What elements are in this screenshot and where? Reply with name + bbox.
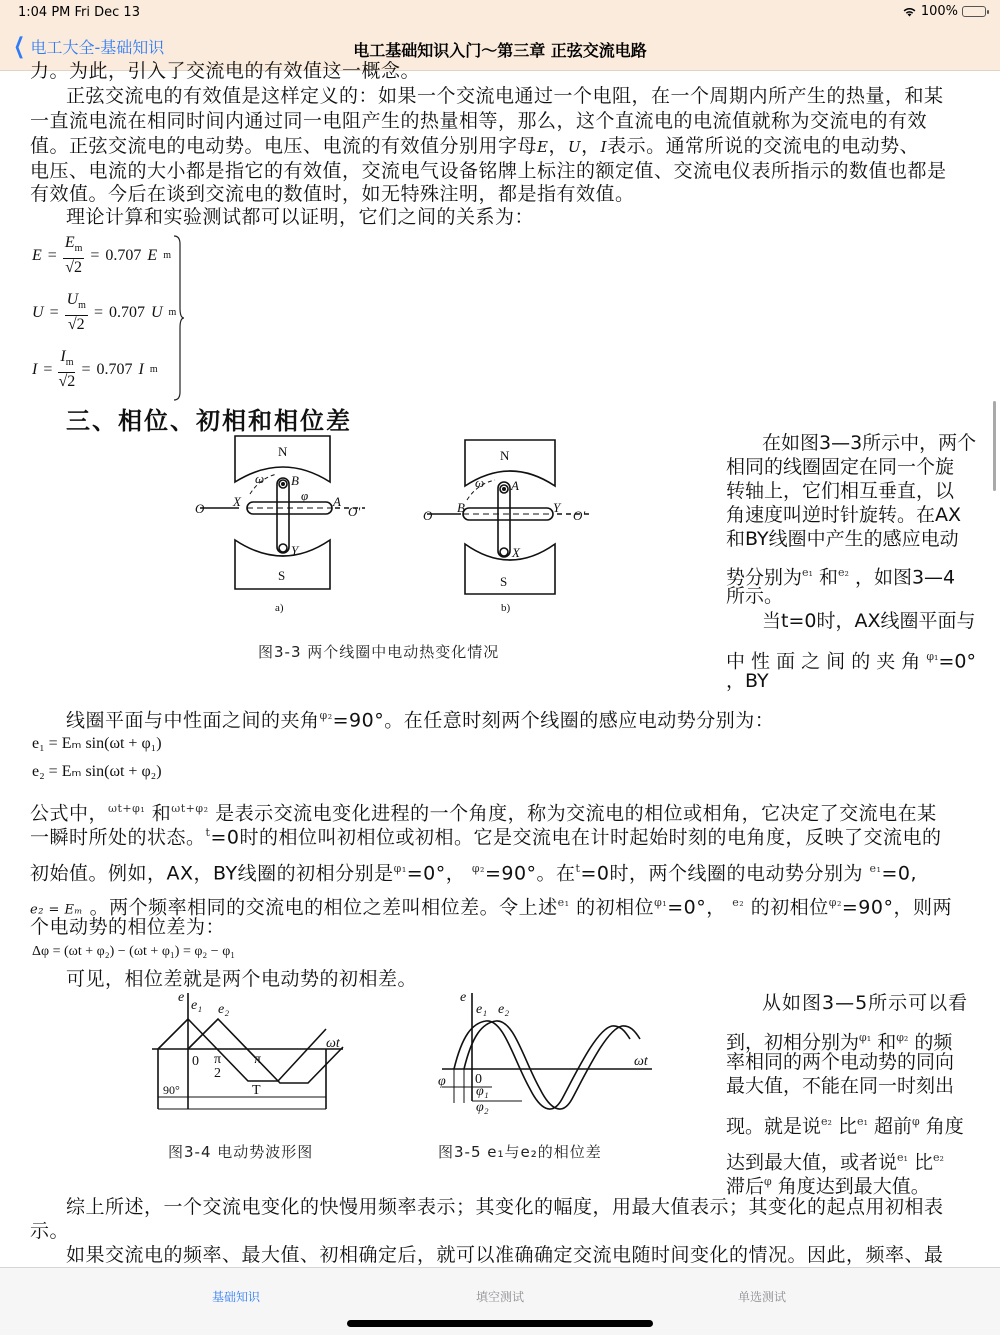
label-n-b: N [500, 448, 510, 463]
label-b-b: B [457, 500, 465, 515]
label-phi-a: φ [301, 488, 309, 503]
equation-delta-phi: Δφ = (ωt + φ₂) − (ωt + φ₁) = φ₂ − φ₁ [32, 944, 236, 959]
label-a-b: A [511, 478, 519, 493]
p1-line3-text: 值。正弦交流电的电动势。电压、电流的有效值分别用字母 [30, 135, 538, 157]
label-e1: e₁ [476, 1002, 488, 1017]
p5-line2: 个电动势的相位差为： [30, 916, 226, 938]
label-x-b: X [512, 545, 520, 560]
side2-line5 [726, 1110, 988, 1138]
scrollbar[interactable] [993, 401, 996, 491]
label-90deg: 90° [163, 1083, 180, 1097]
label-sub-a: a) [275, 602, 284, 614]
p4-line3 [30, 857, 990, 885]
label-y-a: Y [291, 543, 299, 558]
status-time: 1:04 PM Fri Dec 13 [18, 5, 140, 20]
sym-phi2: φ₂ [896, 1031, 909, 1044]
side2-text-j: 滞后 [726, 1175, 765, 1198]
p5-text-d: 的初相位 [750, 896, 829, 919]
label-o-a: O [195, 501, 205, 516]
formula-fraction: $\frac{U_m}{√2}$ [66, 291, 86, 334]
sym-phi2: φ₂ [319, 709, 333, 722]
label-e: e [460, 990, 467, 1005]
p4-text-i: =0时，两个线圈的电动势分别为 [580, 862, 863, 885]
article-scroll-view[interactable] [0, 60, 1000, 1267]
label-s-a: S [278, 568, 286, 583]
formula-lhs: E [32, 246, 42, 264]
side1-line4: 角速度叫逆时针旋转。在AX [726, 504, 962, 526]
sym-phi1: φ₁ [654, 896, 668, 909]
label-o-b: O [423, 508, 433, 523]
figure-3-4-waveform [148, 989, 348, 1111]
tab-fill-blank-test[interactable]: 填空测试 [475, 1290, 524, 1304]
p4-text-f: 初始值。例如，AX，BY线圈的初相分别是 [30, 862, 394, 885]
label-wt: ωt [326, 1036, 340, 1051]
side2-text-a: 到，初相分别为 [726, 1031, 860, 1054]
label-zero: 0 [192, 1054, 199, 1069]
p7-line1: 综上所述，一个交流电变化的快慢用频率表示；其变化的幅度，用最大值表示；其变化的起点用初相表 [66, 1196, 944, 1218]
page-title: 电工基础知识入门～第三章 正弦交流电路 [353, 41, 647, 60]
side1-text-e: =0° [938, 650, 976, 673]
formula-lhs: U [32, 303, 44, 321]
p7-line2: 示。 [30, 1220, 70, 1242]
magnet-n-a [235, 436, 330, 482]
figure-3-5-waveform [432, 991, 657, 1116]
p4-text-a: 公式中， [30, 802, 109, 825]
status-right [902, 4, 986, 19]
label-e2: e₂ [498, 1002, 510, 1017]
sym-e1: e₁ [557, 896, 570, 909]
p4-text-d: 一瞬时所处的状态。 [30, 826, 206, 849]
side1-line10: ，BY [726, 670, 769, 692]
formula-fraction: $\frac{I_m}{√2}$ [58, 348, 76, 391]
p8-line1: 如果交流电的频率、最大值、初相确定后，就可以准确确定交流电随时间变化的情况。因此，频率、最 [66, 1244, 944, 1266]
p1-line3: 值。正弦交流电的电动势。电压、电流的有效值分别用字母E，U，I表示。通常所说的交流电的电动势、 [30, 135, 920, 157]
p2: 理论计算和实验测试都可以证明，它们之间的关系为： [66, 206, 535, 228]
cut-top-line: 力。为此，引入了交流电的有效值这一概念。 [30, 60, 421, 82]
sym-e1: e₁ [802, 566, 813, 579]
p1-line2: 一直流电流在相同时间内通过同一电阻产生的热量相等，那么，这个直流电的电流值就称为交流电的有效 [30, 110, 928, 132]
label-e1: e₁ [191, 998, 203, 1013]
label-pi: π [254, 1052, 262, 1067]
label-phi: φ [438, 1074, 446, 1089]
side2-line4: 最大值，不能在同一时刻出 [726, 1075, 955, 1097]
letter-e: E [537, 138, 549, 156]
sym-phi: φ [911, 1115, 920, 1128]
chevron-left-icon: ❮ [13, 33, 25, 59]
p4-text-h: =90°。在 [484, 862, 576, 885]
side1-line7: 所示。 [726, 585, 784, 607]
p6: 可见，相位差就是两个电动势的初相差。 [66, 968, 418, 990]
side2-text-h: 达到最大值，或者说 [726, 1151, 898, 1174]
wifi-icon [902, 6, 917, 17]
p1-line4: 电压、电流的大小都是指它的有效值，交流电气设备铭牌上标注的额定值、交流电仪表所指示的数值也都是 [30, 160, 947, 182]
equation-e1: e₁ = Eₘ sin(ωt + φ₁) [32, 735, 162, 752]
figure-3-5-caption-a: 图3-5 [438, 1143, 488, 1161]
side2-text-g: 角度 [925, 1115, 964, 1138]
sym-t: t [575, 862, 581, 875]
label-e: e [178, 990, 185, 1005]
label-wt: ωt [634, 1054, 648, 1069]
p4-text-c: 是表示交流电变化进程的一个角度，称为交流电的相位或相角，它决定了交流电在某 [215, 802, 937, 825]
label-pi-half-bot: 2 [214, 1066, 221, 1081]
sym-e2: e₂ [821, 1115, 832, 1128]
p3 [30, 704, 990, 732]
label-T: T [252, 1083, 261, 1098]
label-phi2: φ₂ [476, 1100, 489, 1115]
status-bar [0, 0, 1000, 26]
battery-percent: 100% [920, 4, 958, 19]
letter-i: I [600, 138, 608, 156]
side1-line1: 在如图3—3所示中，两个 [762, 432, 977, 454]
p4-text-j: =0, [881, 862, 918, 885]
sym-phi2: φ₂ [828, 896, 842, 909]
figure-3-5-caption-b: e₁与e₂的相位差 [487, 1143, 602, 1161]
sym-e1: e₁ [897, 1151, 908, 1164]
sym-e1: e₁ [857, 1115, 868, 1128]
section-heading: 三、相位、初相和相位差 [66, 407, 352, 435]
label-omega-a: ω [255, 471, 265, 486]
side2-text-b: 和 [877, 1031, 897, 1054]
p1-line1: 正弦交流电的有效值是这样定义的：如果一个交流电通过一个电阻，在一个周期内所产生的热量，和某 [66, 85, 944, 107]
formula-u: U = $\frac{U_m}{√2}$ = 0.707 U m [32, 291, 177, 334]
side1-line5: 和BY线圈中产生的感应电动 [726, 528, 959, 550]
equation-e2: e₂ = Eₘ sin(ωt + φ₂) [32, 763, 162, 780]
sym-wtp1: ωt+φ₁ [108, 802, 146, 815]
battery-icon [962, 6, 986, 17]
label-zero: 0 [475, 1072, 482, 1087]
formula-i: I = $\frac{I_m}{√2}$ = 0.707 I m [32, 348, 158, 391]
sym-e2: e₂ [933, 1151, 944, 1164]
sym-t: t [205, 826, 211, 839]
label-e2: e₂ [218, 1002, 230, 1017]
p5-text-a: 。两个频率相同的交流电的相位之差叫相位差。令上述 [89, 896, 558, 919]
side1-line8: 当t=0时，AX线圈平面与 [762, 610, 976, 632]
p5-text-c: =0°， [667, 896, 726, 919]
tab-single-choice-test[interactable]: 单选测试 [737, 1290, 786, 1304]
side2-text-f: 超前 [873, 1115, 912, 1138]
label-o2-a: O' [348, 504, 361, 519]
sym-e2-em: e₂ = Eₘ [30, 902, 84, 918]
back-label: 电工大全-基础知识 [30, 38, 165, 57]
side1-line3: 转轴上，它们相互垂直，以 [726, 480, 955, 502]
sym-phi1: φ₁ [926, 650, 939, 663]
label-phi1: φ₁ [476, 1084, 489, 1099]
label-o2-b: O' [573, 508, 586, 523]
home-indicator[interactable] [347, 1320, 653, 1327]
label-sub-b: b) [501, 602, 511, 614]
figure-3-3-caption: 图3-3 两个线圈中电动热变化情况 [258, 643, 500, 661]
p1-line3-end: 表示。通常所说的交流电的电动势、 [607, 135, 920, 157]
p5-text-e: =90°，则两 [841, 896, 952, 919]
side1-text-a: 势分别为 [726, 566, 803, 589]
sym-phi2: φ₂ [471, 862, 485, 875]
figure-3-3-diagram [195, 434, 605, 614]
label-b-a: B [291, 473, 299, 488]
sym-e1: e₁ [869, 862, 882, 875]
label-x-a: X [233, 494, 241, 509]
side2-text-e: 比 [837, 1115, 857, 1138]
p1-line5: 有效值。今后在谈到交流电的数值时，如无特殊注明，都是指有效值。 [30, 183, 635, 205]
sym-wtp2: ωt+φ₂ [171, 802, 209, 815]
side1-text-d: 中 性 面 之 间 的 夹 角 [726, 650, 921, 673]
label-a-a: A [333, 494, 341, 509]
label-s-b: S [500, 574, 508, 589]
p3-text-a: 线圈平面与中性面之间的夹角 [66, 709, 320, 732]
side2-line3: 率相同的两个电动势的同向 [726, 1051, 955, 1073]
label-omega-b: ω [475, 475, 485, 490]
p4-text-g: =0°， [406, 862, 466, 885]
tab-basics[interactable]: 基础知识 [211, 1290, 260, 1304]
right-brace-icon [172, 234, 186, 402]
formula-e: E = $\frac{E_m}{√2}$ = 0.707 E m [32, 234, 171, 277]
back-button[interactable] [10, 35, 164, 58]
sym-phi1: φ₁ [859, 1031, 872, 1044]
sym-phi1: φ₁ [393, 862, 407, 875]
p4-line2 [30, 821, 990, 849]
p5-text-b: 的初相位 [576, 896, 655, 919]
side1-line2: 相同的线圈固定在同一个旋 [726, 456, 955, 478]
label-y-b: Y [553, 500, 561, 515]
formula-lhs: I [32, 360, 38, 378]
side1-text-c: ，如图3—4 [854, 566, 956, 589]
p4-text-b: 和 [151, 802, 172, 825]
label-pi-half-top: π [214, 1052, 222, 1067]
figure-3-4-caption: 图3-4 电动势波形图 [168, 1143, 314, 1161]
p4-text-e: =0时的相位叫初相位或初相。它是交流电在计时起始时刻的电角度，反映了交流电的 [210, 826, 942, 849]
sym-phi: φ [764, 1175, 772, 1188]
letter-u: U [567, 138, 582, 156]
side2-line1: 从如图3—5所示可以看 [762, 992, 969, 1014]
formula-fraction: $\frac{E_m}{√2}$ [64, 234, 83, 277]
side2-text-d: 现。就是说 [726, 1115, 822, 1138]
figure-3-5-caption [438, 1141, 602, 1162]
sym-e2: e₂ [732, 896, 745, 909]
p3-text-b: =90°。在任意时刻两个线圈的感应电动势分别为： [332, 709, 775, 732]
side2-text-k: 角度达到最大值。 [777, 1175, 930, 1198]
label-n-a: N [278, 444, 288, 459]
sym-e2: e₂ [838, 566, 849, 579]
side1-text-b: 和 [818, 566, 838, 589]
side2-text-c: 的频 [914, 1031, 953, 1054]
side2-text-i: 比 [913, 1151, 933, 1174]
